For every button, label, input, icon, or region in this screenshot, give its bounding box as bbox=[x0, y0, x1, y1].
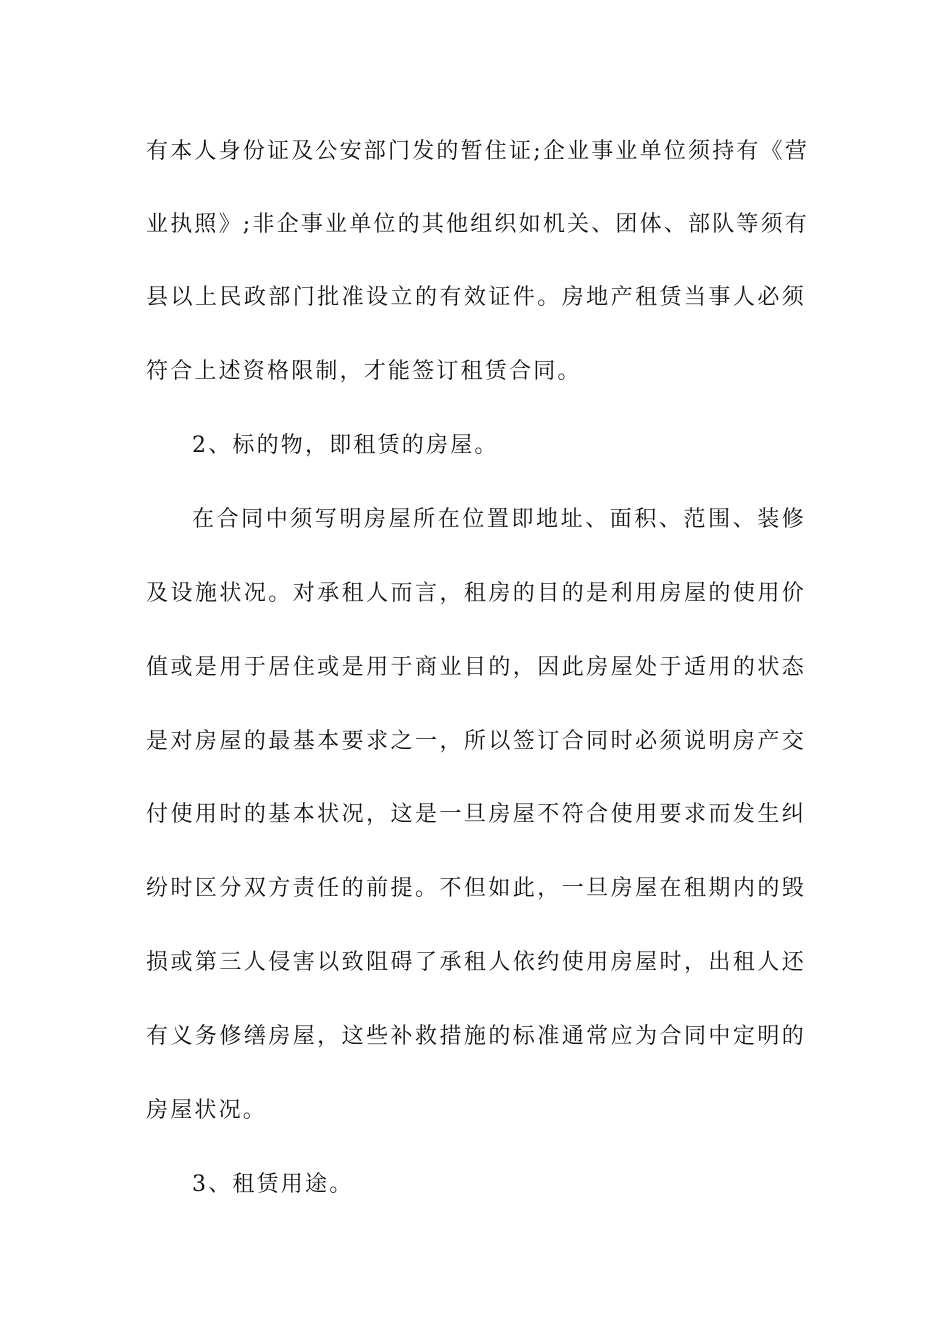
body-text-line: 县以上民政部门批准设立的有效证件。房地产租赁当事人必须 bbox=[146, 285, 806, 310]
body-text-line: 付使用时的基本状况，这是一旦房屋不符合使用要求而发生纠 bbox=[146, 802, 806, 827]
body-text-line: 值或是用于居住或是用于商业目的，因此房屋处于适用的状态 bbox=[146, 655, 806, 680]
body-text-line: 有义务修缮房屋，这些补救措施的标准通常应为合同中定明的 bbox=[146, 1024, 806, 1049]
body-text-line: 符合上述资格限制，才能签订租赁合同。 bbox=[146, 359, 582, 384]
body-text-line: 是对房屋的最基本要求之一，所以签订合同时必须说明房产交 bbox=[146, 729, 806, 754]
body-text-line: 在合同中须写明房屋所在位置即地址、面积、范围、装修 bbox=[192, 507, 806, 532]
body-text-line: 业执照》;非企事业单位的其他组织如机关、团体、部队等须有 bbox=[146, 212, 810, 237]
body-text-line: 房屋状况。 bbox=[146, 1098, 268, 1123]
body-text-line: 及设施状况。对承租人而言，租房的目的是利用房屋的使用价 bbox=[146, 581, 806, 606]
body-text-line: 有本人身份证及公安部门发的暂住证;企业事业单位须持有《营 bbox=[146, 139, 810, 164]
body-text-line: 纷时区分双方责任的前提。不但如此，一旦房屋在租期内的毁 bbox=[146, 876, 806, 901]
section-heading-2: 2、标的物，即租赁的房屋。 bbox=[192, 433, 499, 458]
section-heading-3: 3、租赁用途。 bbox=[192, 1172, 354, 1197]
body-text-line: 损或第三人侵害以致阻碍了承租人依约使用房屋时，出租人还 bbox=[146, 950, 806, 975]
